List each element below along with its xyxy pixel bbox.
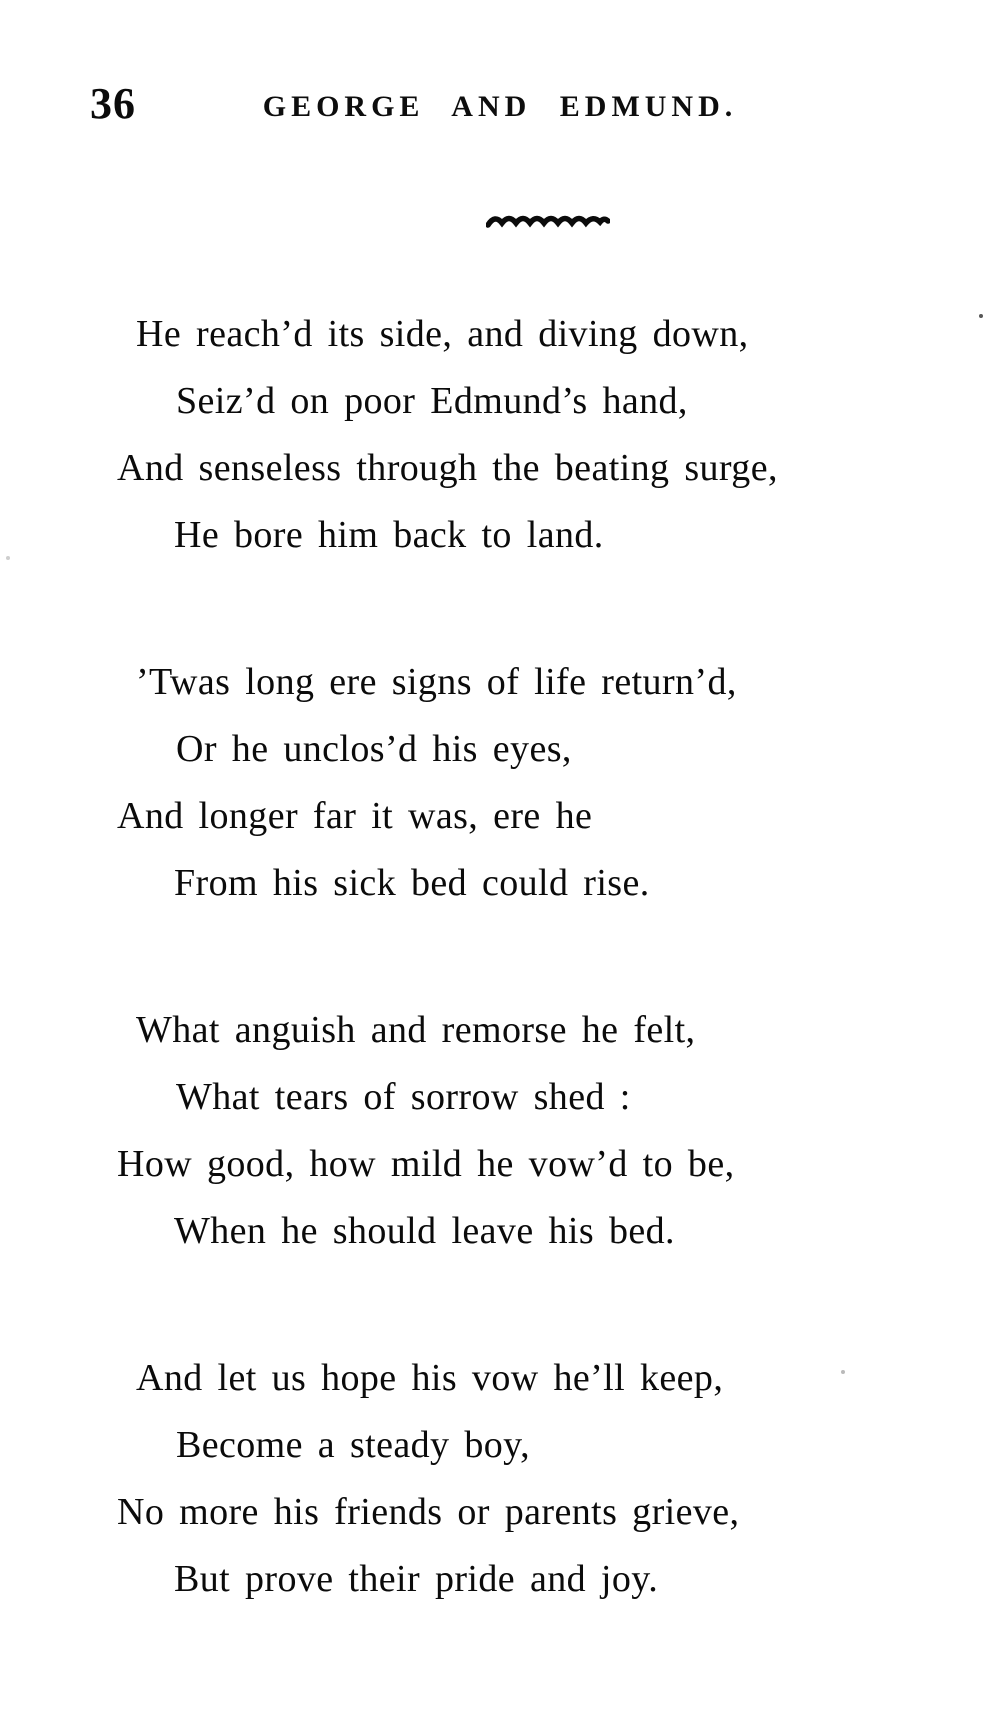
poem-line: He reach’d its side, and diving down, (136, 313, 749, 355)
poem-line: He bore him back to land. (174, 514, 604, 556)
stanza (0, 301, 1000, 569)
poem-line: Become a steady boy, (176, 1424, 530, 1466)
poem-line: No more his friends or parents grieve, (117, 1491, 740, 1533)
stanza (0, 1345, 1000, 1613)
running-title: GEORGE AND EDMUND. (262, 90, 738, 123)
poem-line: From his sick bed could rise. (174, 862, 650, 904)
squiggle-rule-icon (486, 212, 610, 232)
scan-speck (6, 556, 10, 560)
poem-line: But prove their pride and joy. (174, 1558, 659, 1600)
poem-line: How good, how mild he vow’d to be, (117, 1143, 735, 1185)
scan-speck (979, 314, 983, 318)
poem-line: What tears of sorrow shed : (176, 1076, 631, 1118)
poem-line: Or he unclos’d his eyes, (176, 728, 572, 770)
stanza (0, 997, 1000, 1265)
poem (0, 301, 1000, 1613)
stanza (0, 649, 1000, 917)
scan-speck (841, 1370, 845, 1374)
poem-line: And longer far it was, ere he (117, 795, 593, 837)
poem-line: And let us hope his vow he’ll keep, (136, 1357, 724, 1399)
page-number: 36 (90, 79, 136, 128)
poem-line: When he should leave his bed. (174, 1210, 675, 1252)
poem-line: What anguish and remorse he felt, (136, 1009, 696, 1051)
poem-line: ’Twas long ere signs of life return’d, (136, 661, 737, 703)
poem-line: And senseless through the beating surge, (117, 447, 778, 489)
poem-line: Seiz’d on poor Edmund’s hand, (176, 380, 688, 422)
